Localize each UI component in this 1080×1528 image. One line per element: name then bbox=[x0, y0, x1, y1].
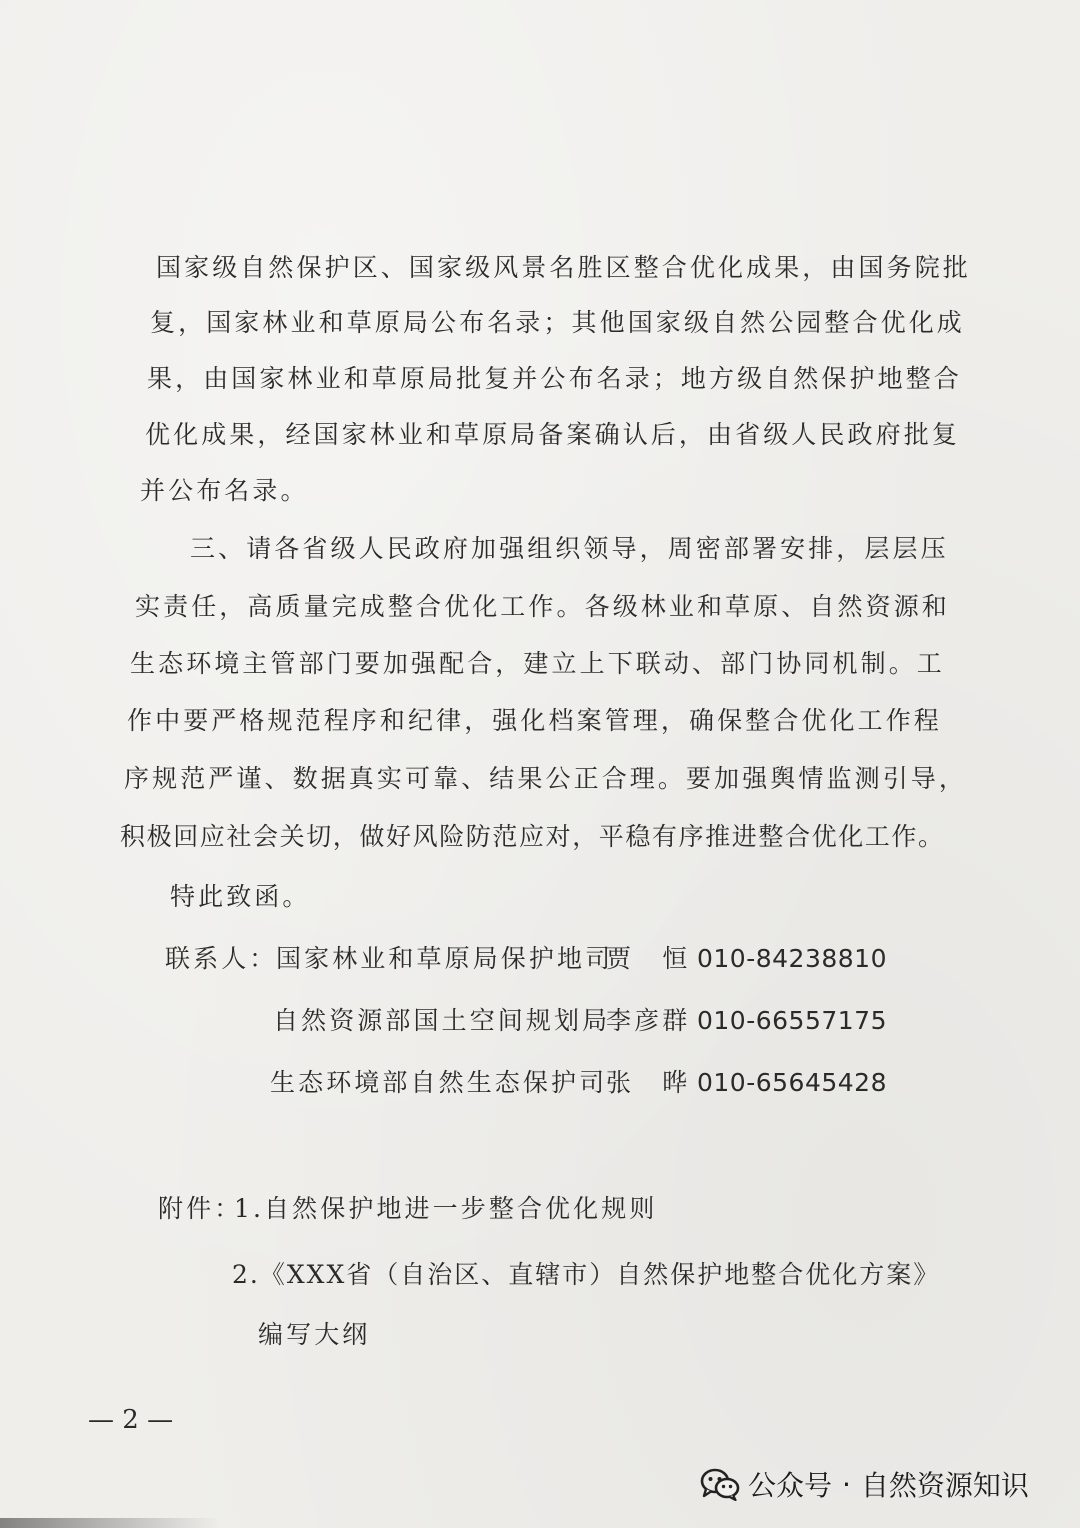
watermark-separator: · bbox=[842, 1467, 851, 1501]
attachment-item: 2.《XXX省（自治区、直辖市）自然保护地整合优化方案》 bbox=[232, 1260, 941, 1289]
paragraph-line: 积极回应社会关切，做好风险防范应对，平稳有序推进整合优化工作。 bbox=[120, 822, 945, 851]
contact-dept: 生态环境部自然生态保护司 bbox=[270, 1068, 608, 1097]
paragraph-line: 作中要严格规范程序和纪律，强化档案管理，确保整合优化工作程 bbox=[127, 706, 942, 735]
contact-phone: 010-84238810 bbox=[697, 944, 887, 973]
contact-dept: 自然资源部国土空间规划局 bbox=[273, 1006, 611, 1035]
paragraph-line: 序规范严谨、数据真实可靠、结果公正合理。要加强舆情监测引导， bbox=[124, 764, 968, 793]
paragraph-line: 国家级自然保护区、国家级风景名胜区整合优化成果，由国务院批 bbox=[156, 253, 971, 282]
paragraph-line: 并公布名录。 bbox=[140, 476, 309, 505]
wechat-icon bbox=[700, 1467, 740, 1501]
contact-name: 李彦群 bbox=[606, 1006, 691, 1035]
watermark-name: 自然资源知识 bbox=[860, 1469, 1029, 1502]
watermark-account: 公众号 bbox=[748, 1469, 833, 1502]
contact-phone: 010-65645428 bbox=[697, 1068, 887, 1097]
watermark bbox=[700, 1462, 1029, 1506]
page-number: — 2 — bbox=[88, 1405, 174, 1435]
paragraph-line: 复，国家林业和草原局公布名录；其他国家级自然公园整合优化成 bbox=[150, 308, 965, 337]
paragraph-line: 实责任，高质量完成整合优化工作。各级林业和草原、自然资源和 bbox=[135, 592, 950, 621]
contact-name: 张 晔 bbox=[606, 1068, 691, 1097]
contact-name: 贾 恒 bbox=[606, 944, 691, 973]
paragraph-line: 果，由国家林业和草原局批复并公布名录；地方级自然保护地整合 bbox=[147, 364, 962, 393]
paragraph-line: 三、请各省级人民政府加强组织领导，周密部署安排，层层压 bbox=[190, 534, 949, 563]
closing-line: 特此致函。 bbox=[170, 882, 311, 911]
attachments-label: 附件： bbox=[158, 1194, 243, 1223]
paragraph-line: 优化成果，经国家林业和草原局备案确认后，由省级人民政府批复 bbox=[145, 420, 960, 449]
attachment-item-continued: 编写大纲 bbox=[258, 1320, 371, 1349]
contact-phone: 010-66557175 bbox=[697, 1006, 887, 1035]
attachment-item: 1.自然保护地进一步整合优化规则 bbox=[234, 1194, 658, 1223]
contacts-label: 联系人： bbox=[165, 944, 278, 973]
contact-dept: 国家林业和草原局保护地司 bbox=[276, 944, 614, 973]
paragraph-line: 生态环境主管部门要加强配合，建立上下联动、部门协同机制。工 bbox=[130, 649, 945, 678]
scan-edge-shadow bbox=[0, 1518, 220, 1528]
